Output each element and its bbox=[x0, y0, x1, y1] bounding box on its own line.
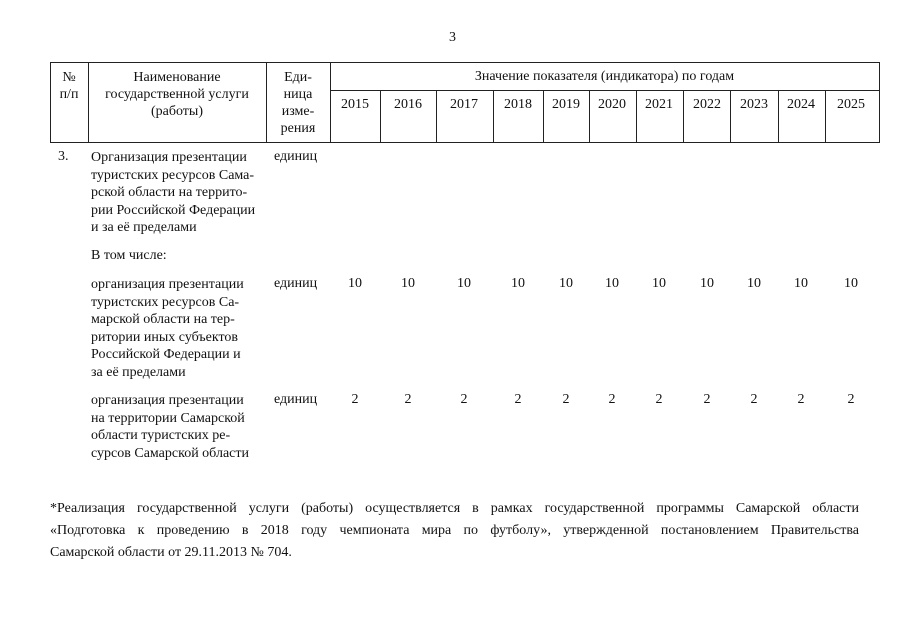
header-name-line: Наименование bbox=[133, 70, 221, 85]
row-value: 2 bbox=[797, 392, 805, 407]
row-value: 2 bbox=[460, 392, 468, 407]
header-num-line: № bbox=[62, 70, 76, 85]
row-name-line: организация презентации bbox=[91, 277, 244, 292]
row-name-line: рской области на террито- bbox=[91, 185, 248, 200]
row-value: 2 bbox=[608, 392, 616, 407]
header-name-line: государственной услуги bbox=[105, 87, 249, 102]
row-name-line: сурсов Самарской области bbox=[91, 445, 249, 461]
header-unit-line: Еди- bbox=[284, 70, 312, 85]
header-year: 2021 bbox=[645, 97, 673, 112]
row-value: 2 bbox=[351, 392, 359, 407]
header-year: 2022 bbox=[693, 97, 721, 112]
row-value: 10 bbox=[605, 276, 619, 291]
header-name bbox=[88, 69, 266, 120]
header-year: 2020 bbox=[598, 97, 626, 112]
row-value: 10 bbox=[700, 276, 714, 291]
row-value: 2 bbox=[750, 392, 758, 407]
row-name bbox=[91, 149, 267, 237]
row-name-line: за её пределами bbox=[91, 364, 186, 380]
row-value: 2 bbox=[514, 392, 522, 407]
footnote bbox=[50, 498, 859, 564]
row-value: 10 bbox=[457, 276, 471, 291]
footnote-line: Самарской области от 29.11.2013 № 704. bbox=[50, 545, 292, 560]
row-name-line: Российской Федерации и bbox=[91, 347, 241, 362]
row-name bbox=[91, 276, 267, 381]
header-year: 2018 bbox=[504, 97, 532, 112]
page-number: 3 bbox=[449, 30, 456, 45]
row-value: 2 bbox=[655, 392, 663, 407]
row-name-line: марской области на тер- bbox=[91, 312, 235, 327]
header-year: 2024 bbox=[787, 97, 815, 112]
header-year: 2025 bbox=[837, 97, 865, 112]
row-name-line: рии Российской Федерации bbox=[91, 202, 256, 218]
header-year: 2023 bbox=[740, 97, 768, 112]
row-value: 10 bbox=[652, 276, 666, 291]
row-value: 10 bbox=[794, 276, 808, 291]
row-number: 3. bbox=[58, 149, 69, 164]
row-value: 10 bbox=[844, 276, 858, 291]
row-value: 10 bbox=[348, 276, 362, 291]
header-unit-line: рения bbox=[280, 121, 316, 136]
header-name-line: (работы) bbox=[150, 104, 203, 119]
row-unit: единиц bbox=[274, 149, 318, 164]
row-name-line: В том числе: bbox=[91, 248, 167, 263]
row-name-line: туристских ресурсов Са- bbox=[91, 294, 240, 310]
row-name-line: на территории Самарской bbox=[91, 410, 245, 426]
header-unit bbox=[266, 69, 330, 137]
row-unit: единиц bbox=[274, 392, 318, 407]
header-year: 2019 bbox=[552, 97, 580, 112]
row-name-line: организация презентации bbox=[91, 393, 244, 408]
header-num-line: п/п bbox=[59, 87, 79, 102]
header-year: 2017 bbox=[450, 97, 478, 112]
row-value: 10 bbox=[401, 276, 415, 291]
row-name bbox=[91, 392, 267, 462]
header-year: 2015 bbox=[341, 97, 369, 112]
row-name-line: и за её пределами bbox=[91, 220, 197, 235]
row-name-line: туристских ресурсов Сама- bbox=[91, 167, 255, 183]
row-value: 2 bbox=[703, 392, 711, 407]
footnote-line: «Подготовка к проведению в 2018 году чемпионата мира по футболу», утвержденной постановлением Правительства bbox=[50, 523, 859, 538]
row-value: 10 bbox=[747, 276, 761, 291]
row-name bbox=[91, 247, 267, 265]
row-name-line: Организация презентации bbox=[91, 150, 247, 165]
header-unit-line: ница bbox=[283, 87, 313, 102]
row-value: 10 bbox=[511, 276, 525, 291]
row-value: 2 bbox=[562, 392, 570, 407]
header-value-title: Значение показателя (индикатора) по годам bbox=[474, 69, 735, 84]
row-value: 2 bbox=[404, 392, 412, 407]
header-year: 2016 bbox=[394, 97, 422, 112]
row-value: 10 bbox=[559, 276, 573, 291]
footnote-line: *Реализация государственной услуги (работы) осуществляется в рамках государственной программы Самарской области bbox=[50, 501, 859, 516]
row-name-line: ритории иных субъектов bbox=[91, 329, 239, 345]
row-name-line: области туристских ре- bbox=[91, 428, 231, 443]
row-unit: единиц bbox=[274, 276, 318, 291]
header-num bbox=[50, 69, 88, 103]
header-unit-line: изме- bbox=[281, 104, 315, 119]
row-value: 2 bbox=[847, 392, 855, 407]
